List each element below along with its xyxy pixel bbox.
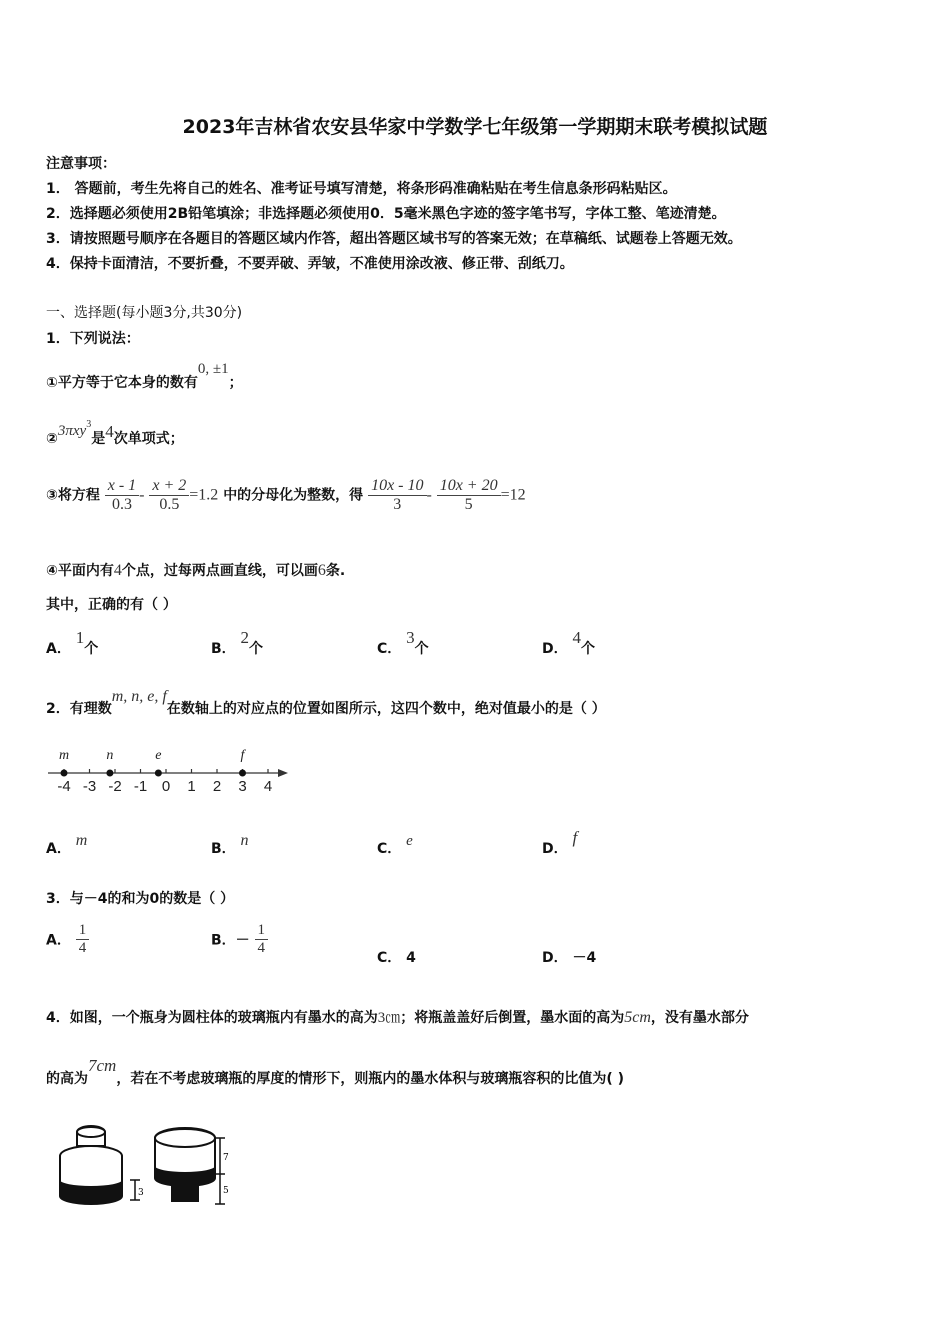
notice-item: 1． 答题前，考生先将自己的姓名、准考证号填写清楚，将条形码准确粘贴在考生信息条形码粘贴区。: [46, 181, 677, 197]
fraction: $\frac{10x - 10}{3}$: [368, 477, 426, 514]
q3-option-b[interactable]: B．－ $\frac{1}{4}$: [211, 922, 268, 957]
axis-tick-label: 3: [238, 778, 247, 795]
q1-s2-exponent: 3: [86, 419, 92, 431]
axis-tick-label: -2: [108, 778, 122, 795]
q1-option-d[interactable]: D． 4个: [542, 628, 595, 657]
q3-option-c[interactable]: C． 4: [377, 950, 416, 966]
q1-s2-math: 3πxy: [57, 423, 87, 439]
q1-s1-math: 0, ±1: [197, 361, 229, 377]
fraction: $\frac{x + 2}{0.5}$: [149, 477, 189, 514]
q3-stem: 3．与－4的和为0的数是（ ）: [46, 891, 235, 907]
notice-item: 3．请按照题号顺序在各题目的答题区域内作答，超出答题区域书写的答案无效；在草稿纸、试题卷上答题无效。: [46, 231, 742, 247]
fraction: $\frac{10x + 20}{5}$: [437, 477, 501, 514]
q4-line-2: 的高为7cm，若在不考虑玻璃瓶的厚度的情形下，则瓶内的墨水体积与玻璃瓶容积的比值为( ): [46, 1056, 624, 1087]
q1-statement-3: ③将方程 $\frac{x - 1}{0.3}$ - $\frac{x + 2}{0.5}$ =1.2 中的分母化为整数，得 $\frac{10x - 10}{3}$ - $\frac{10x + 20}{5}$ =12: [46, 477, 526, 513]
axis-point-label: m: [58, 748, 70, 763]
axis-point-label: f: [240, 748, 245, 763]
q1-s1-post: ；: [228, 375, 243, 391]
fig-label: 5: [223, 1186, 229, 1196]
q3-option-a[interactable]: A． $\frac{1}{4}$: [46, 922, 89, 957]
q1-ask: 其中，正确的有（ ）: [46, 597, 177, 613]
axis-tick-label: 2: [212, 778, 222, 795]
q2-option-a[interactable]: A． m: [46, 832, 88, 857]
notice-item: 4．保持卡面清洁，不要折叠，不要弄破、弄皱，不准使用涂改液、修正带、刮纸刀。: [46, 256, 574, 272]
notice-item: 2．选择题必须使用2B铅笔填涂；非选择题必须使用0．5毫米黑色字迹的签字笔书写，字体工整、笔迹清楚。: [46, 206, 726, 222]
notice-heading: 注意事项：: [46, 156, 116, 172]
axis-point-n: [106, 770, 113, 777]
q1-s1-text: ①平方等于它本身的数有: [46, 375, 198, 391]
bottle-inverted: [155, 1128, 229, 1204]
number-line: [44, 740, 294, 800]
q1-option-a[interactable]: A． 1个: [46, 628, 99, 657]
q1-s3-pre: ③将方程: [46, 487, 100, 504]
axis-tick-label: 0: [161, 778, 171, 795]
bottle-upright: [60, 1126, 144, 1204]
q1-option-c[interactable]: C． 3个: [377, 628, 429, 657]
q1-s2-post: 次单项式；: [113, 431, 184, 447]
fig-label: 7: [223, 1153, 229, 1163]
q1-stem: 1．下列说法：: [46, 331, 140, 347]
q1-statement-2: [46, 419, 184, 448]
axis-tick-label: -4: [57, 778, 71, 795]
axis-point-f: [239, 770, 246, 777]
q2-option-d[interactable]: D． f: [542, 828, 578, 857]
axis-point-label: n: [106, 748, 114, 763]
q1-statement-4: ④平面内有4个点，过每两点画直线，可以画6条.: [46, 562, 346, 579]
q1-statement-1: [46, 361, 243, 392]
q1-option-b[interactable]: B． 2个: [211, 628, 264, 657]
q1-s2-num: 4: [105, 422, 114, 441]
q4-line-1: 4．如图，一个瓶身为圆柱体的玻璃瓶内有墨水的高为3㎝；将瓶盖盖好后倒置，墨水面的高为5cm，没有墨水部分: [46, 1009, 749, 1026]
axis-point-e: [155, 770, 162, 777]
q1-s2-mid: 是: [91, 431, 106, 447]
fig-label: 3: [138, 1188, 144, 1198]
q3-option-d[interactable]: D． －4: [542, 950, 597, 966]
axis-point-label: e: [155, 748, 162, 763]
page-title: 2023年吉林省农安县华家中学数学七年级第一学期期末联考模拟试题: [182, 116, 768, 138]
q2-option-b[interactable]: B． n: [211, 832, 249, 857]
axis-tick-label: 1: [187, 778, 196, 795]
q1-s2-pre: ②: [46, 431, 58, 447]
bottle-figure: [50, 1118, 250, 1218]
q1-s3-mid: 中的分母化为整数，得: [223, 487, 364, 504]
section-heading: 一、选择题(每小题3分,共30分): [46, 305, 243, 321]
axis-point-m: [61, 770, 68, 777]
axis-tick-label: -1: [133, 778, 148, 795]
axis-tick-label: -3: [82, 778, 97, 795]
q2-option-c[interactable]: C． e: [377, 833, 413, 857]
q2-stem: 2．有理数m, n, e, f在数轴上的对应点的位置如图所示，这四个数中，绝对值最小的是（ ）: [46, 688, 606, 717]
fraction: $\frac{x - 1}{0.3}$: [105, 477, 139, 514]
axis-tick-label: 4: [263, 778, 273, 795]
